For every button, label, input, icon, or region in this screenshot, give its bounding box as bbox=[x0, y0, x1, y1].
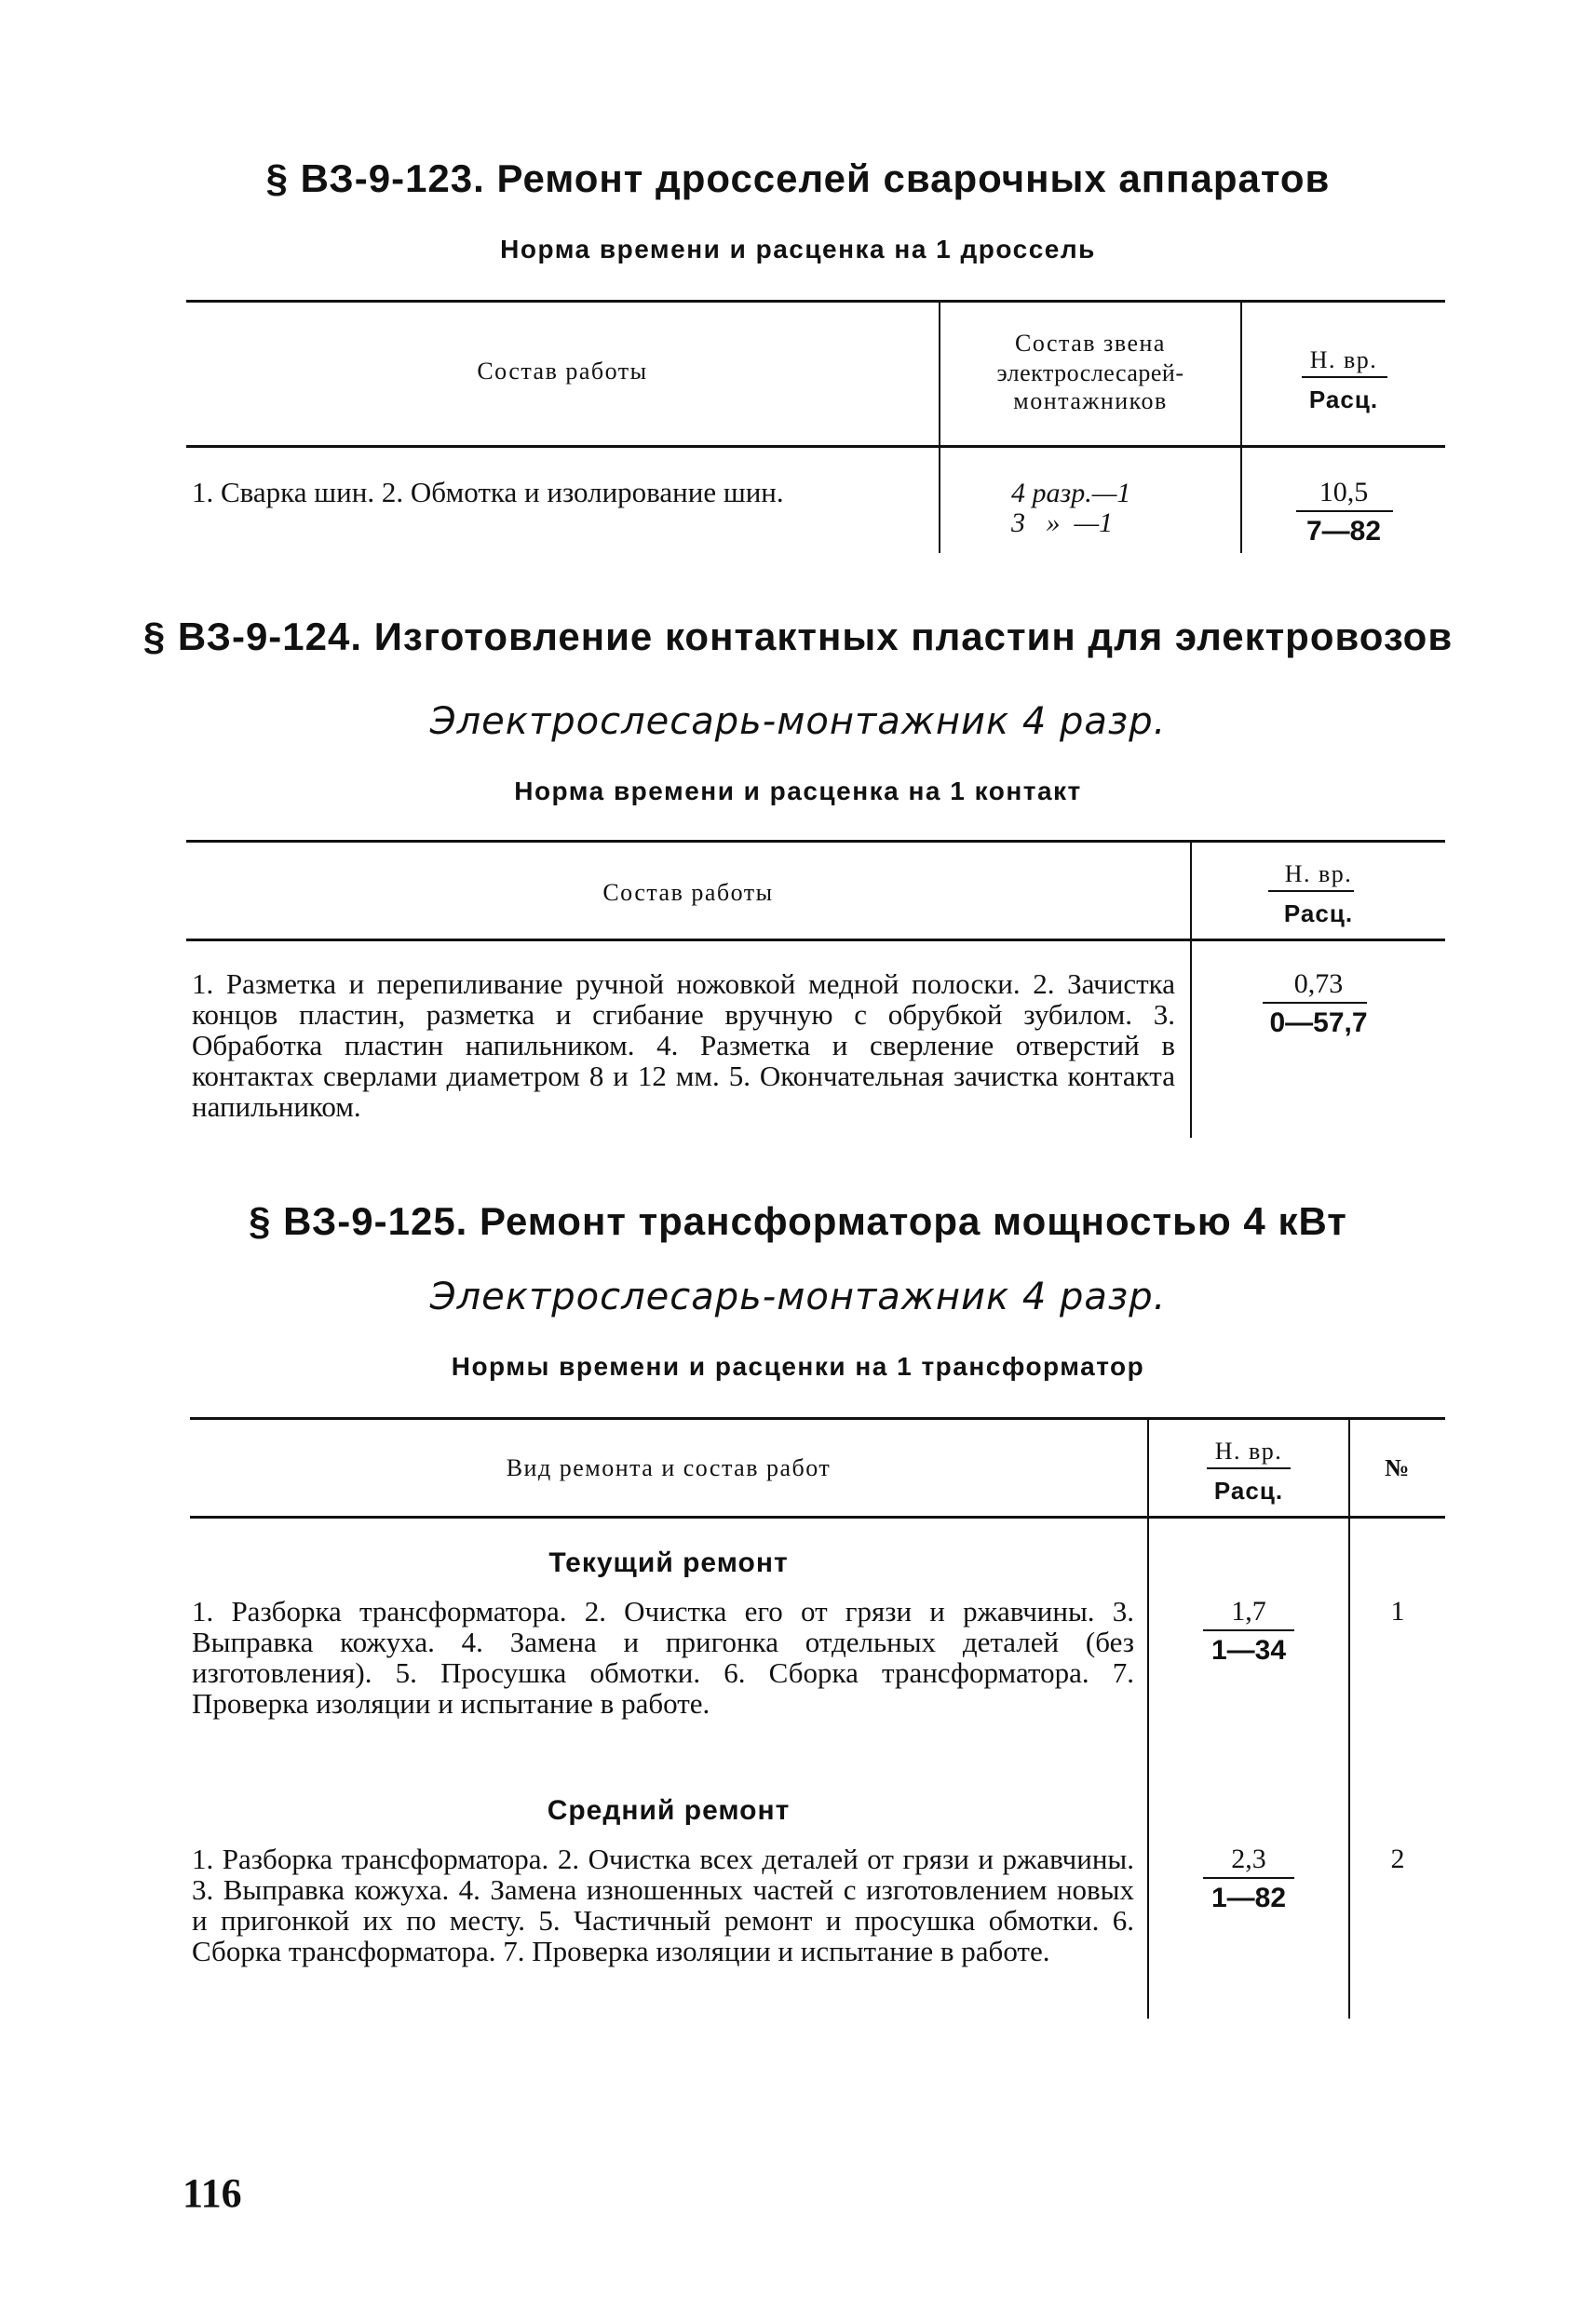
section-124-norm: Норма времени и расценка на 1 контакт bbox=[514, 777, 1082, 805]
header-crew-line3: монтажников bbox=[1013, 387, 1168, 414]
section-125-worker: Электрослесарь-монтажник 4 разр. bbox=[429, 1276, 1167, 1318]
table-rule bbox=[186, 300, 1445, 303]
table-rule bbox=[190, 1516, 1445, 1519]
header-work: Состав работы bbox=[477, 358, 648, 385]
section-123-title: § ВЗ-9-123. Ремонт дросселей сварочных аппаратов bbox=[265, 156, 1331, 200]
row-hvr: 10,5 bbox=[1319, 477, 1369, 507]
row-work-text: 1. Сварка шин. 2. Обмотка и изолирование шин. bbox=[192, 476, 784, 508]
row-fraction-line bbox=[1263, 1002, 1367, 1004]
section-125-norm: Нормы времени и расценки на 1 трансформатор bbox=[451, 1352, 1145, 1381]
header-hvr: Н. вр. bbox=[1284, 860, 1353, 887]
header-work: Вид ремонта и состав работ bbox=[506, 1454, 832, 1481]
header-hvr: Н. вр. bbox=[1309, 346, 1378, 373]
row-work-text: 1. Разборка трансформатора. 2. Очистка всех деталей от грязи и ржавчины. 3. Выправка кожуха. 4. Замена изношенных частей с изготовлением новых и пригонкой их по месту. 5. Частичный ремонт и просушка обмотки. 6. Сборка трансформатора. 7. Проверка изоляции и испытание в работе. bbox=[192, 1843, 1134, 1967]
row-subheading: Средний ремонт bbox=[547, 1795, 791, 1826]
row-rasc: 1—34 bbox=[1211, 1635, 1287, 1666]
header-crew-line2: электрослесарей- bbox=[996, 359, 1184, 386]
row-fraction-line bbox=[1203, 1629, 1294, 1631]
row-work-text: 1. Разметка и перепиливание ручной ножовкой медной полоски. 2. Зачистка концов пластин, разметка и сгибание вручную с обрубкой зубилом. 3. Обработка пластин напильником. 4. Разметка и сверление отверстий в контактах сверлами диаметром 8 и 12 мм. 5. Окончательная зачистка контакта напильником. bbox=[192, 967, 1175, 1123]
row-hvr: 1,7 bbox=[1231, 1596, 1266, 1627]
row-crew-line1: 4 разр.—1 bbox=[1011, 478, 1131, 508]
header-rasc: Расц. bbox=[1213, 1477, 1284, 1505]
row-fraction-line bbox=[1203, 1877, 1294, 1879]
header-crew-line1: Состав звена bbox=[1015, 330, 1166, 357]
header-work: Состав работы bbox=[602, 879, 774, 906]
row-fraction-line bbox=[1296, 510, 1393, 512]
table-rule bbox=[186, 840, 1445, 843]
row-number: 2 bbox=[1390, 1844, 1405, 1874]
header-rasc: Расц. bbox=[1308, 385, 1379, 413]
column-divider bbox=[1147, 1417, 1149, 2019]
section-123-norm: Норма времени и расценка на 1 дроссель bbox=[500, 235, 1096, 263]
header-fraction-line bbox=[1268, 890, 1354, 892]
page-number: 116 bbox=[183, 2170, 242, 2216]
table-rule bbox=[186, 939, 1445, 941]
row-number: 1 bbox=[1390, 1596, 1405, 1627]
row-hvr: 0,73 bbox=[1293, 968, 1344, 999]
row-subheading: Текущий ремонт bbox=[548, 1547, 789, 1578]
column-divider bbox=[1348, 1417, 1350, 2019]
row-crew-line2: 3 » —1 bbox=[1011, 507, 1114, 538]
table-rule bbox=[186, 445, 1445, 448]
header-number: № bbox=[1385, 1454, 1411, 1481]
header-hvr: Н. вр. bbox=[1214, 1438, 1283, 1465]
header-fraction-line bbox=[1207, 1467, 1291, 1469]
section-125-title: § ВЗ-9-125. Ремонт трансформатора мощностью 4 кВт bbox=[249, 1199, 1347, 1243]
row-rasc: 7—82 bbox=[1305, 516, 1382, 547]
row-work-text: 1. Разборка трансформатора. 2. Очистка его от грязи и ржавчины. 3. Выправка кожуха. 4. Замена и пригонка отдельных деталей (без изготовления). 5. Просушка обмотки. 6. Сборка трансформатора. 7. Проверка изоляции и испытание в работе. bbox=[192, 1595, 1134, 1720]
row-hvr: 2,3 bbox=[1231, 1844, 1266, 1874]
row-rasc: 0—57,7 bbox=[1269, 1007, 1368, 1038]
section-124-title: § ВЗ-9-124. Изготовление контактных пластин для электровозов bbox=[142, 615, 1454, 658]
header-fraction-line bbox=[1302, 376, 1387, 378]
row-rasc: 1—82 bbox=[1211, 1883, 1287, 1913]
header-rasc: Расц. bbox=[1283, 899, 1354, 927]
section-124-worker: Электрослесарь-монтажник 4 разр. bbox=[429, 700, 1167, 743]
table-rule bbox=[190, 1417, 1445, 1420]
